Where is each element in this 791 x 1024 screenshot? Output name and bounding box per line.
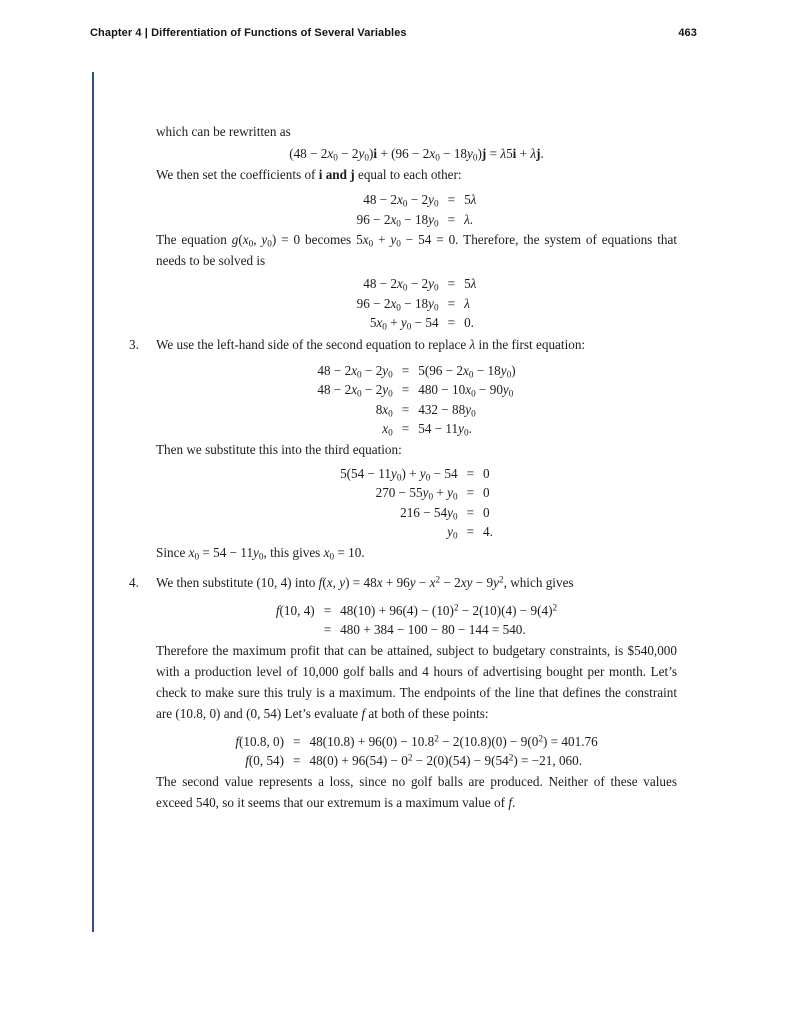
- equation-lhs: $48 - 2x_0 - 2y_0$: [317, 362, 393, 379]
- equation-row: [317, 419, 515, 439]
- equals-sign: =: [466, 485, 475, 500]
- conclusion-paragraph: The second value represents a loss, since no golf balls are produced. Neither of these values exceed 540, so it seems that our extremum is a maximum value of f.: [156, 773, 677, 810]
- equation-lhs: $y_0$: [447, 524, 458, 541]
- equals-sign: =: [293, 733, 301, 749]
- equation-rhs: $480 - 10x_0 - 90y_0$: [418, 382, 514, 399]
- equation-rhs: 5λ: [464, 276, 477, 291]
- equation-rhs: $48(10.8) + 96(0) - 10.8^2 - 2(10.8)(0) - 9(0^2) = 401.76$: [309, 732, 598, 749]
- equation-rhs: 0: [483, 485, 490, 500]
- equation-rhs: 0.: [464, 315, 474, 330]
- equation-rhs: 4.: [483, 524, 493, 539]
- equation-lhs: $216 - 54y_0$: [400, 504, 458, 521]
- equation-rhs: $48(10) + 96(4) - (10)^2 - 2(10)(4) - 9(4)^2$: [340, 601, 558, 618]
- page-header: [90, 27, 697, 39]
- equation-lhs: $5(54 - 11y_0) + y_0 - 54$: [340, 465, 458, 482]
- equals-sign: =: [447, 192, 456, 207]
- equation-row: [357, 210, 477, 230]
- equals-sign: =: [401, 362, 410, 378]
- equation-lhs: $48 - 2x_0 - 2y_0$: [363, 276, 439, 293]
- equation-row: [340, 483, 493, 503]
- equation-row: [340, 464, 493, 484]
- system-intro-text: The equation $g(x_0$, $y_0) = 0$ becomes $5x_0 + y_0 - 54 = 0$. Therefore, the system of equations that needs to be solved is: [156, 232, 677, 268]
- equals-sign: =: [466, 524, 475, 539]
- equation-row: [340, 503, 493, 523]
- equation-lhs: $x_0$: [382, 421, 393, 438]
- equals-sign: =: [323, 622, 332, 637]
- margin-rule: [92, 72, 94, 932]
- equation-rhs: $48(0) + 96(54) - 0^2 - 2(0)(54) - 9(54^2) = -21$, 060.: [309, 752, 583, 768]
- equation-lhs: $48 - 2x_0 - 2y_0$: [363, 192, 439, 209]
- equals-sign: =: [447, 315, 456, 330]
- list-number: 4.: [129, 574, 139, 590]
- equation-row: [235, 751, 597, 771]
- equation-rhs: 5λ: [464, 192, 477, 207]
- equation-lhs: $48 - 2x_0 - 2y_0$: [317, 382, 393, 399]
- equation-lhs: $5x_0 + y_0 - 54$: [369, 315, 439, 332]
- equals-sign: =: [447, 211, 456, 227]
- equation-rhs: λ.: [464, 211, 474, 227]
- equation-lhs: $96 - 2x_0 - 18y_0$: [356, 295, 439, 312]
- rewrite-equation: $(48 - 2x_0 - 2y_0)i + (96 - 2x_0 - 18y_0)j = \lambda 5i + \lambda j$.: [289, 146, 544, 163]
- equals-sign: =: [401, 382, 410, 397]
- intro-text: which can be rewritten as: [156, 124, 291, 139]
- equation-row: [317, 380, 515, 400]
- equation-row: [357, 294, 477, 314]
- equals-sign: =: [466, 465, 475, 481]
- list-item-text: We then substitute (10, 4) into f(x, $y) = 48x + 96y - x^2 - 2xy - 9y^2$, which gives: [156, 573, 574, 590]
- equation-lhs: [276, 620, 315, 640]
- equation-lhs: $270 - 55y_0 + y_0$: [375, 485, 458, 502]
- equation-row: [357, 274, 477, 294]
- equation-rhs: $54 - 11y_0$.: [418, 421, 472, 438]
- equation-row: [317, 400, 515, 420]
- equals-sign: =: [293, 753, 301, 768]
- equals-sign: =: [401, 401, 410, 417]
- equals-sign: =: [401, 421, 410, 436]
- equals-sign: =: [466, 504, 475, 520]
- equation-lhs: f(0, 54): [245, 753, 285, 768]
- coefficients-text: We then set the coefficients of i and j equal to each other:: [156, 167, 462, 182]
- page-number: 463: [678, 27, 697, 39]
- equation-rhs: λ: [464, 295, 470, 311]
- chapter-title: Chapter 4 | Differentiation of Functions of Several Variables: [90, 27, 407, 39]
- equation-lhs: $8x_0$: [375, 401, 393, 418]
- equation-rhs: 0: [483, 504, 490, 520]
- solve-steps: [340, 464, 493, 542]
- endpoint-evaluation: [235, 732, 597, 771]
- equation-row: [235, 732, 597, 752]
- f-evaluation: [276, 601, 557, 640]
- list-number: 3.: [129, 336, 139, 352]
- since-text: Since $x_0 = 54 - 11y_0$, this gives $x_0 = 10$.: [156, 544, 365, 561]
- content: [129, 121, 677, 813]
- equation-rhs: 0: [483, 465, 490, 481]
- elimination-steps: [317, 361, 515, 439]
- equation-row: [276, 601, 557, 621]
- equation-row: [357, 190, 477, 210]
- equation-row: [340, 522, 493, 542]
- equation-rhs: $432 - 88y_0$: [418, 401, 476, 418]
- list-item-4: [129, 572, 677, 593]
- equation-row: [317, 361, 515, 381]
- equation-system-1: [357, 190, 477, 229]
- equals-sign: =: [447, 276, 456, 291]
- equation-rhs: 480 + 384 − 100 − 80 − 144 = 540.: [340, 622, 526, 637]
- equation-lhs: f(10.8, 0): [235, 733, 285, 749]
- equals-sign: =: [447, 295, 456, 311]
- equals-sign: =: [323, 602, 332, 618]
- list-item-text: We use the left-hand side of the second equation to replace λ in the first equation:: [156, 336, 586, 352]
- equation-lhs: $96 - 2x_0 - 18y_0$: [356, 211, 439, 228]
- list-item-3: [129, 334, 677, 355]
- therefore-paragraph: Therefore the maximum profit that can be attained, subject to budgetary constraints, is $540,000 with a production level of 10,000 golf balls and 4 hours of advertising bought per month. Let’s check to make sure this truly is a maximum. The endpoints of the line that defines the constraint are (10.8, 0) and (0, 54) Let’s evaluate f at both of these points:: [156, 642, 677, 721]
- equation-rhs: $5(96 - 2x_0 - 18y_0)$: [418, 362, 516, 379]
- equation-system-2: [357, 274, 477, 333]
- substitute-text: Then we substitute this into the third equation:: [156, 441, 402, 457]
- equation-row: [357, 313, 477, 333]
- equation-row: [276, 620, 557, 640]
- equation-lhs: f(10, 4): [275, 602, 315, 618]
